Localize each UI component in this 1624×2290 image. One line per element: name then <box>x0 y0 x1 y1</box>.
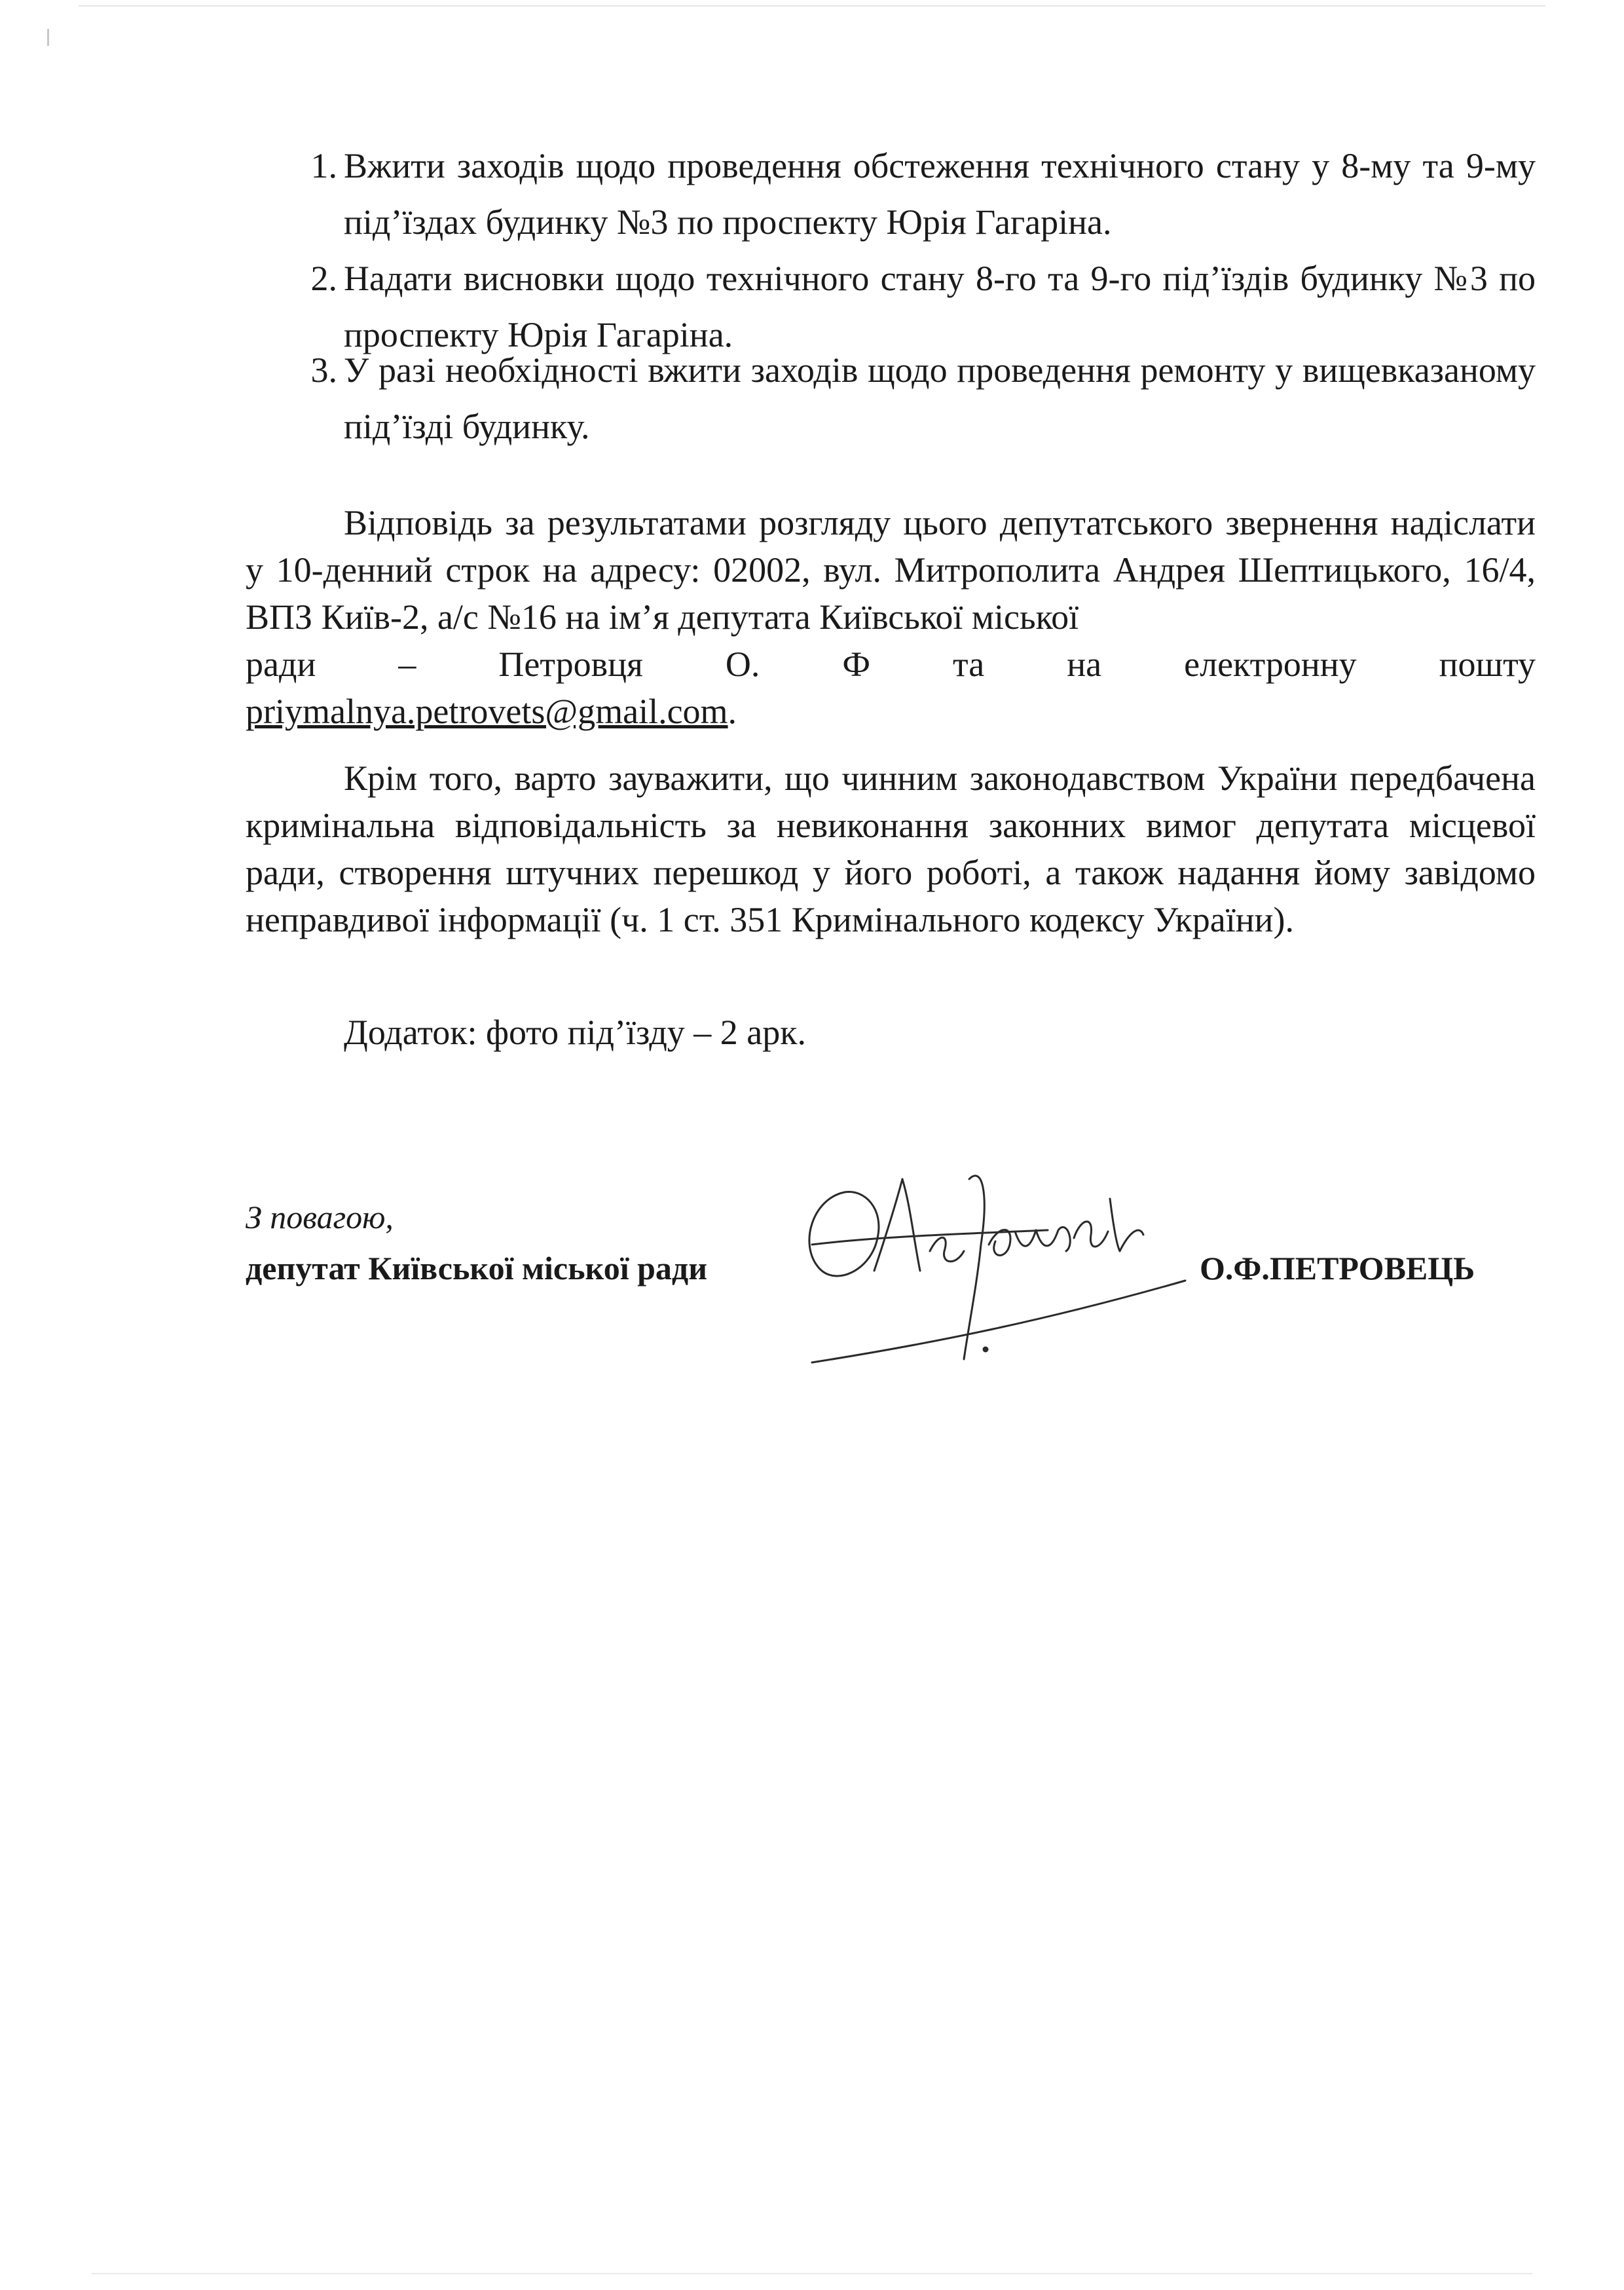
reply-paragraph <box>246 499 1536 735</box>
closing-phrase: З повагою, <box>246 1199 394 1235</box>
reply-recipient-line: ради – Петровця О. Ф та на електронну пошту <box>246 645 1536 684</box>
reply-end: . <box>728 692 737 731</box>
list-item-number: 1. <box>310 146 337 185</box>
list-item-number: 3. <box>310 350 337 390</box>
list-item-text: Вжити заходів щодо проведення обстеження технічного стану у 8-му та 9-му під’їздах будинку №3 по проспекту Юрія Гагаріна. <box>344 146 1536 242</box>
list-item-text: У разі необхідності вжити заходів щодо проведення ремонту у вищевказаному під’їзді будинку. <box>344 350 1536 446</box>
signer-name: О.Ф.ПЕТРОВЕЦЬ <box>1200 1250 1475 1286</box>
list-item-text: Надати висновки щодо технічного стану 8-го та 9-го під’їздів будинку №3 по проспекту Юрія Гагаріна. <box>344 259 1536 354</box>
handwritten-signature-icon <box>773 1153 1192 1389</box>
attachment-line: Додаток: фото під’їзду – 2 арк. <box>344 1013 807 1052</box>
liability-paragraph: Крім того, варто зауважити, що чинним законодавством України передбачена кримінальна відповідальність за невиконання законних вимог депутата місцевої ради, створення штучних перешкод у його роботі, а також надання йому завідомо неправдивої інформації (ч. 1 ст. 351 Кримінального кодексу України). <box>246 759 1536 939</box>
signer-position: депутат Київської міської ради <box>246 1250 708 1286</box>
scan-edge-bottom <box>92 2273 1532 2274</box>
reply-text: Відповідь за результатами розгляду цього депутатського звернення надіслати у 10-денний строк на адресу: 02002, вул. Митрополита Андрея Шептицького, 16/4, ВПЗ Київ-2, а/с №16 на ім’я депутата Київської міської <box>246 503 1536 637</box>
scan-edge-top <box>79 5 1545 7</box>
scan-speck <box>47 29 49 46</box>
list-item-number: 2. <box>310 259 337 298</box>
email-link[interactable]: priymalnya.petrovets@gmail.com <box>246 692 728 731</box>
